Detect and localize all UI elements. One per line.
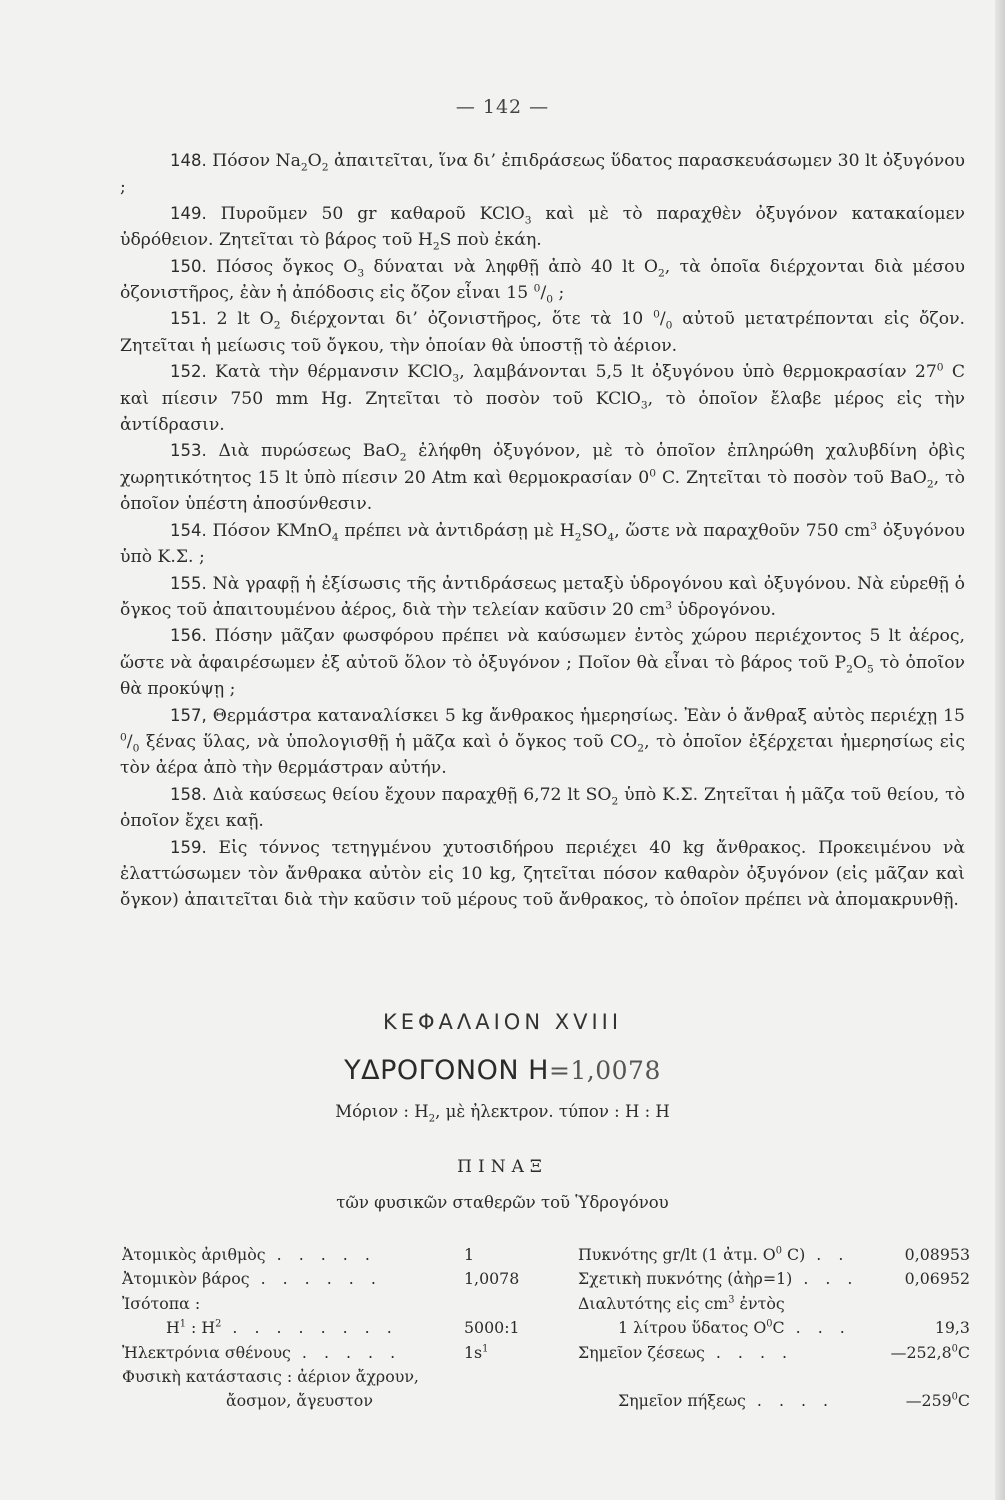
- leader-dots: . . .: [792, 1269, 859, 1289]
- constants-right-column: [578, 1243, 970, 1414]
- table-subtitle: τῶν φυσικῶν σταθερῶν τοῦ Ὑδρογόνου: [336, 1193, 669, 1212]
- problem-text: Νὰ γραφῇ ἡ ἐξίσωσις τῆς ἀντιδράσεως μεταξὺ ὑδρογόνου καὶ ὀξυγόνου. Νὰ εὑρεθῇ ὁ ὄγκος τοῦ ἀπαιτουμένου ἀέρος, διὰ τὴν τελείαν καῦσιν 20 $cm^3$ ὑδρογόνου.: [120, 573, 965, 620]
- problem-number: 158.: [170, 784, 207, 804]
- leader-dots: . . . . .: [265, 1245, 376, 1264]
- constant-value: 19,3: [934, 1318, 970, 1338]
- leader-dots: . . . . . . . .: [221, 1318, 398, 1338]
- constant-label: Πυκνότης gr/lt (1 ἀτμ. $O^0$ C) . .: [578, 1245, 850, 1264]
- problem-number: 150.: [170, 256, 207, 276]
- constant-row: [122, 1243, 532, 1267]
- constant-label: Σημεῖον πήξεως . . . .: [618, 1391, 835, 1411]
- problem-150: [120, 254, 965, 307]
- problem-text: Θερμάστρα καταναλίσκει 5 kg ἄνθρακος ἡμερησίως. Ἐὰν ὁ ἄνθραξ αὐτὸς περιέχῃ 15 $^0/_0$ ξένας ὕλας, νὰ ὑπολογισθῇ ἡ μᾶζα καὶ ὁ ὄγκος τοῦ $CO_2$, τὸ ὁποῖον ἐξέρχεται ἡμερησίως εἰς τὸν ἀέρα ἀπὸ τὴν θερμάστραν αὐτήν.: [120, 705, 965, 779]
- constant-label: 1 λίτρου ὕδατος $O^0C$ . . .: [618, 1318, 851, 1338]
- constant-value: 1,0078: [464, 1269, 520, 1289]
- element-heading: [0, 1055, 1005, 1086]
- problem-149: [120, 201, 965, 254]
- problem-153: [120, 438, 965, 517]
- constant-label: $H^1$ : $H^2$ . . . . . . . .: [166, 1318, 398, 1338]
- problem-number: 148.: [170, 151, 207, 170]
- problem-text: Πυροῦμεν 50 gr καθαροῦ KClO$_3$ καὶ μὲ τὸ παραχθὲν ὀξυγόνον κατακαίομεν ὑδρόθειον. Ζητεῖται τὸ βάρος τοῦ $H_2S$ ποὺ ἐκάη.: [120, 203, 965, 253]
- constant-value: $1s^1$: [464, 1342, 489, 1362]
- molecule-line: Μόριον : $H_2$, μὲ ἠλεκτρον. τύπον : H : H: [335, 1102, 670, 1125]
- constant-row: [578, 1389, 970, 1413]
- problem-154: [120, 518, 965, 571]
- problem-156: [120, 623, 965, 702]
- problem-list: [120, 148, 965, 914]
- chapter-title: ΚΕΦΑΛΑΙΟΝ XVIII: [382, 1010, 623, 1034]
- constant-row: [578, 1267, 970, 1291]
- constant-row: [578, 1316, 970, 1340]
- problem-number: 155.: [170, 573, 207, 593]
- element-weight: =1,0078: [548, 1056, 661, 1085]
- problem-number: 151.: [170, 309, 207, 329]
- problem-number: 156.: [170, 626, 207, 646]
- constant-row: [122, 1267, 532, 1291]
- constant-value: 0,08953: [904, 1245, 970, 1264]
- problem-159: [120, 835, 965, 914]
- table-title: ΠΙΝΑΞ: [457, 1157, 548, 1177]
- constant-label: Διαλυτότης εἰς $cm^3$ ἐντὸς: [578, 1293, 785, 1313]
- problem-number: 159.: [170, 837, 207, 857]
- constant-label: Σχετικὴ πυκνότης (ἀὴρ=1) . . .: [578, 1269, 859, 1289]
- constants-left-column: [122, 1243, 532, 1414]
- constant-label: Ἀτομικὸν βάρος . . . . . .: [122, 1269, 382, 1289]
- constant-row: [122, 1316, 532, 1340]
- leader-dots: . . . . .: [290, 1342, 402, 1362]
- constant-row: [122, 1365, 532, 1389]
- constant-label: ἄοσμον, ἄγευστον: [226, 1391, 373, 1411]
- constant-row: [578, 1365, 970, 1389]
- problem-text: Πόσος ὄγκος $O_3$ δύναται νὰ ληφθῇ ἀπὸ 40 lt $O_2$, τὰ ὁποῖα διέρχονται διὰ μέσου ὀζονιστῆρος, ἐὰν ἡ ἀπόδοσις εἰς ὄζον εἶναι 15 $^0/_0$ ;: [120, 256, 965, 306]
- constant-label: Φυσικὴ κατάστασις : ἀέριον ἄχρουν,: [122, 1366, 419, 1386]
- problem-158: [120, 782, 965, 835]
- problem-text: Κατὰ τὴν θέρμανσιν KClO$_3$, λαμβάνονται 5,5 lt ὀξυγόνου ὑπὸ θερμοκρασίαν $27^0$ C καὶ πίεσιν 750 mm Hg. Ζητεῖται τὸ ποσὸν τοῦ KClO$_3$, τὸ ὁποῖον ἔλαβε μέρος εἰς τὴν ἀντίδρασιν.: [120, 360, 965, 436]
- constant-value: $—259^0C$: [905, 1391, 970, 1411]
- problem-text: Διὰ καύσεως θείου ἔχουν παραχθῇ 6,72 lt $SO_2$ ὑπὸ Κ.Σ. Ζητεῖται ἡ μᾶζα τοῦ θείου, τὸ ὁποῖον ἔχει καῇ.: [120, 784, 965, 832]
- constant-row: [122, 1292, 532, 1316]
- constant-value: —252,8$^0$C: [890, 1342, 970, 1362]
- page-number: — 142 —: [455, 96, 550, 118]
- problem-148: [120, 148, 965, 201]
- problem-number: 152.: [170, 362, 207, 382]
- problem-number: 153.: [170, 441, 207, 461]
- leader-dots: . .: [805, 1245, 850, 1264]
- problem-number: 157,: [170, 705, 207, 725]
- problem-text: Διὰ πυρώσεως BaO$_2$ ἐλήφθη ὀξυγόνον, μὲ τὸ ὁποῖον ἐπληρώθη χαλυβδίνη ὀβὶς χωρητικότητος 15 lt ὑπὸ πίεσιν 20 Atm καὶ θερμοκρασίαν $0^0$ C. Ζητεῖται τὸ ποσὸν τοῦ BaO$_2$, τὸ ὁποῖον ὑπέστη ἀποσύνθεσιν.: [120, 441, 965, 515]
- leader-dots: . . . . . .: [249, 1269, 382, 1289]
- constant-label: Σημεῖον ζέσεως . . . .: [578, 1342, 794, 1362]
- constant-value: 1: [464, 1245, 475, 1264]
- constant-label: Ἰσότοπα :: [122, 1293, 201, 1313]
- element-name: ΥΔΡΟΓΟΝΟΝ H: [344, 1055, 549, 1086]
- problem-number: 154.: [170, 520, 207, 540]
- problem-151: [120, 306, 965, 359]
- page-edge-shadow: [995, 0, 1005, 1500]
- constant-label: Ἀτομικὸς ἀριθμὸς . . . . .: [122, 1245, 376, 1264]
- constant-value: 5000:1: [464, 1318, 520, 1338]
- leader-dots: . . . .: [745, 1391, 835, 1411]
- problem-text: Εἰς τόννος τετηγμένου χυτοσιδήρου περιέχει 40 kg ἄνθρακος. Προκειμένου νὰ ἐλαττώσωμεν τὸν ἄνθρακα αὐτὸν εἰς 10 kg, ζητεῖται πόσον καθαρὸν ὀξυγόνον (εἰς μᾶζαν καὶ ὄγκον) ἀπαιτεῖται διὰ τὴν καῦσιν τοῦ μέρους τοῦ ἄνθρακος, τὸ ὁποῖον πρέπει νὰ ἀπομακρυνθῇ.: [120, 837, 965, 911]
- constant-row: [578, 1341, 970, 1365]
- leader-dots: . . . .: [704, 1342, 794, 1362]
- problem-152: [120, 359, 965, 438]
- constant-value: 0,06952: [904, 1269, 970, 1289]
- problem-157: [120, 703, 965, 782]
- problem-text: 2 lt $O_2$ διέρχονται δι’ ὀζονιστῆρος, ὅτε τὰ 10 $^0/_0$ αὐτοῦ μετατρέπονται εἰς ὄζον. Ζητεῖται ἡ μείωσις τοῦ ὄγκου, τὴν ὁποίαν θὰ ὑποστῇ τὸ ἀέριον.: [120, 307, 966, 356]
- leader-dots: . . .: [784, 1318, 851, 1338]
- problem-155: [120, 571, 965, 624]
- constant-row: [578, 1292, 970, 1316]
- constant-row: [122, 1389, 532, 1413]
- problem-number: 149.: [170, 203, 207, 223]
- constant-label: Ἠλεκτρόνια σθένους . . . . .: [122, 1342, 402, 1362]
- constant-row: [122, 1341, 532, 1365]
- constant-row: [578, 1243, 970, 1267]
- problem-text: Πόσον $Na_2O_2$ ἀπαιτεῖται, ἵνα δι’ ἐπιδράσεως ὕδατος παρασκευάσωμεν 30 lt ὀξυγόνου ;: [120, 151, 965, 198]
- problem-text: Πόσον KMnO$_4$ πρέπει νὰ ἀντιδράσῃ μὲ $H_2SO_4$, ὥστε νὰ παραχθοῦν 750 $cm^3$ ὀξυγόνου ὑπὸ Κ.Σ. ;: [120, 518, 965, 568]
- problem-text: Πόσην μᾶζαν φωσφόρου πρέπει νὰ καύσωμεν ἐντὸς χώρου περιέχοντος 5 lt ἀέρος, ὥστε νὰ ἀφαιρέσωμεν ἐξ αὐτοῦ ὅλον τὸ ὀξυγόνον ; Ποῖον θὰ εἶναι τὸ βάρος τοῦ $P_2O_5$ τὸ ὁποῖον θὰ προκύψῃ ;: [120, 626, 966, 700]
